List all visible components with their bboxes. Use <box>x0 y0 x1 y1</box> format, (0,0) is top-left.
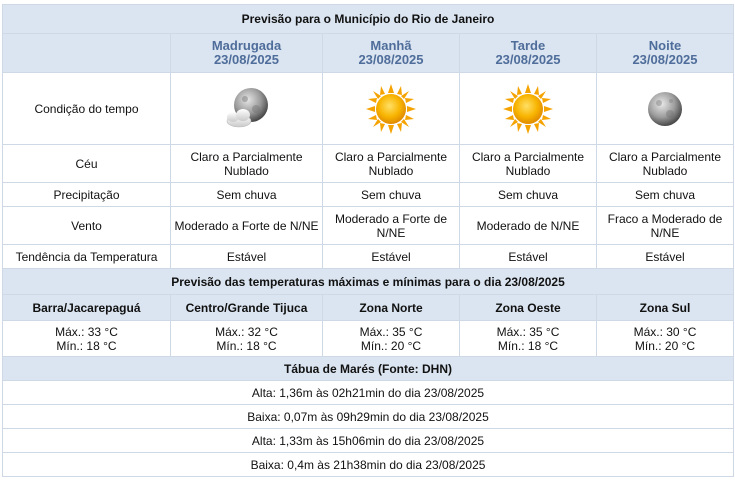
temp-min: Mín.: 18 °C <box>56 338 117 353</box>
period-name: Manhã <box>370 38 412 53</box>
zone-name: Centro/Grande Tijuca <box>171 295 323 321</box>
sky-cell: Claro a Parcialmente Nublado <box>323 145 460 183</box>
zone-temp-cell <box>597 321 734 357</box>
period-header-row <box>3 34 734 73</box>
zone-temp-cell <box>323 321 460 357</box>
tide-row <box>3 405 734 429</box>
temp-min: Mín.: 18 °C <box>497 338 559 353</box>
period-date: 23/08/2025 <box>358 52 424 67</box>
row-label-precip: Precipitação <box>3 183 171 207</box>
precip-row <box>3 183 734 207</box>
sky-cell: Claro a Parcialmente Nublado <box>171 145 323 183</box>
temp-min: Mín.: 20 °C <box>360 338 422 353</box>
period-date: 23/08/2025 <box>495 52 561 67</box>
precip-cell: Sem chuva <box>460 183 597 207</box>
wind-cell: Fraco a Moderado de N/NE <box>597 207 734 245</box>
period-date: 23/08/2025 <box>632 52 698 67</box>
period-name: Noite <box>648 38 682 53</box>
zone-temp-cell <box>171 321 323 357</box>
temp-min: Mín.: 20 °C <box>634 338 696 353</box>
row-label-condition: Condição do tempo <box>3 73 171 145</box>
forecast-table <box>2 4 734 477</box>
tide-header: Tábua de Marés (Fonte: DHN) <box>3 357 734 381</box>
zone-header-row <box>3 295 734 321</box>
period-header-tarde <box>460 34 597 73</box>
temp-max: Máx.: 32 °C <box>215 324 278 339</box>
sky-row <box>3 145 734 183</box>
forecast-panel <box>2 4 733 477</box>
condition-cell <box>323 73 460 145</box>
row-label-sky: Céu <box>3 145 171 183</box>
sky-cell: Claro a Parcialmente Nublado <box>597 145 734 183</box>
row-label-wind: Vento <box>3 207 171 245</box>
zone-temp-row <box>3 321 734 357</box>
period-header-madrugada <box>171 34 323 73</box>
temp-header-row <box>3 269 734 295</box>
temp-max: Máx.: 35 °C <box>496 324 560 339</box>
title-row <box>3 5 734 34</box>
sun-icon <box>363 81 419 137</box>
trend-cell: Estável <box>323 245 460 269</box>
wind-cell: Moderado a Forte de N/NE <box>323 207 460 245</box>
trend-row <box>3 245 734 269</box>
temp-max: Máx.: 35 °C <box>359 324 423 339</box>
wind-cell: Moderado a Forte de N/NE <box>171 207 323 245</box>
zone-temp-cell <box>3 321 171 357</box>
sky-cell: Claro a Parcialmente Nublado <box>460 145 597 183</box>
condition-row <box>3 73 734 145</box>
moon-cloud-icon <box>219 81 275 137</box>
zone-temp-cell <box>460 321 597 357</box>
zone-name: Zona Norte <box>323 295 460 321</box>
temp-min: Mín.: 18 °C <box>216 338 277 353</box>
moon-icon <box>637 81 693 137</box>
condition-cell <box>597 73 734 145</box>
sun-icon <box>500 81 556 137</box>
trend-cell: Estável <box>171 245 323 269</box>
temp-max: Máx.: 30 °C <box>633 324 697 339</box>
precip-cell: Sem chuva <box>323 183 460 207</box>
period-header-manha <box>323 34 460 73</box>
tide-row <box>3 429 734 453</box>
period-name: Madrugada <box>211 38 282 53</box>
period-header-noite <box>597 34 734 73</box>
temp-header: Previsão das temperaturas máximas e mínimas para o dia 23/08/2025 <box>3 269 734 295</box>
tide-header-row <box>3 357 734 381</box>
condition-cell <box>460 73 597 145</box>
tide-entry: Baixa: 0,4m às 21h38min do dia 23/08/2025 <box>3 453 734 477</box>
page-title: Previsão para o Município do Rio de Janeiro <box>3 5 734 34</box>
precip-cell: Sem chuva <box>171 183 323 207</box>
period-name: Tarde <box>510 38 546 53</box>
tide-entry: Alta: 1,33m às 15h06min do dia 23/08/2025 <box>3 429 734 453</box>
trend-cell: Estável <box>597 245 734 269</box>
row-label-trend: Tendência da Temperatura <box>3 245 171 269</box>
tide-entry: Alta: 1,36m às 02h21min do dia 23/08/2025 <box>3 381 734 405</box>
corner-cell <box>3 34 171 73</box>
wind-row <box>3 207 734 245</box>
zone-name: Zona Oeste <box>460 295 597 321</box>
precip-cell: Sem chuva <box>597 183 734 207</box>
wind-cell: Moderado de N/NE <box>460 207 597 245</box>
trend-cell: Estável <box>460 245 597 269</box>
tide-row <box>3 381 734 405</box>
zone-name: Zona Sul <box>597 295 734 321</box>
zone-name: Barra/Jacarepaguá <box>3 295 171 321</box>
tide-entry: Baixa: 0,07m às 09h29min do dia 23/08/2025 <box>3 405 734 429</box>
condition-cell <box>171 73 323 145</box>
tide-row <box>3 453 734 477</box>
period-date: 23/08/2025 <box>213 52 280 67</box>
temp-max: Máx.: 33 °C <box>55 324 118 339</box>
